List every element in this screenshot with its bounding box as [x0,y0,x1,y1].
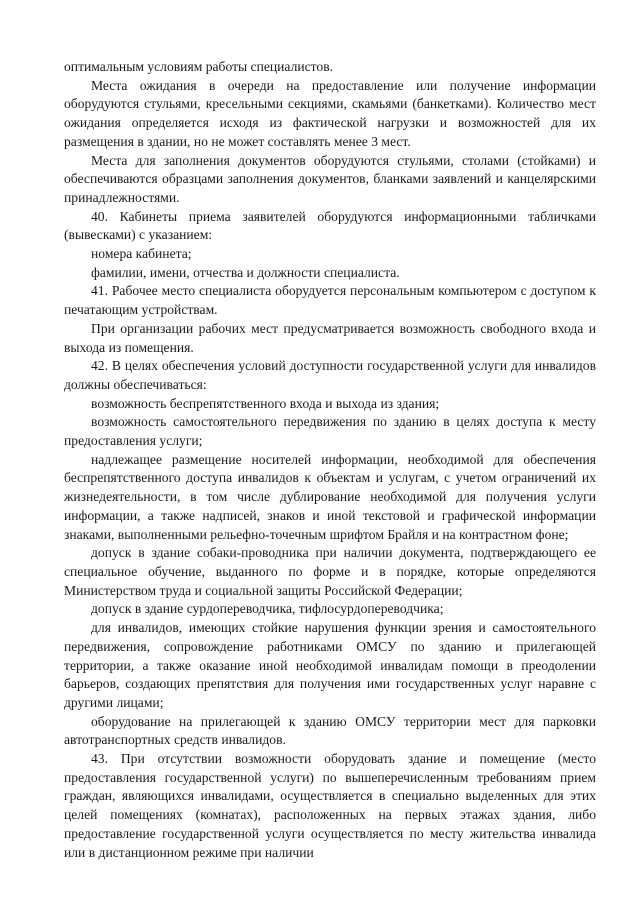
paragraph-5: номера кабинета; [91,246,192,262]
paragraph-1: оптимальным условиям работы специалистов. [64,59,334,74]
paragraph-11: возможность самостоятельного передвижения по зданию в целях доступа к месту предоставления услуги; [64,414,596,449]
paragraph-7: 41. Рабочее место специалиста оборудуется персональным компьютером с доступом к печатающим устройствам. [64,283,596,318]
paragraph-17: 43. При отсутствии возможности оборудовать здание и помещение (место предоставления государственной услуги) по вышеперечисленным требованиям прием граждан, являющихся инвалидами, осуществляется в специально выделенных для этих целей помещениях (комнатах), расположенных на первых этажах здания, либо предоставление государственной услуги осуществляется по месту жительства инвалида или в дистанционном режиме при наличии [64,751,596,860]
paragraph-12: надлежащее размещение носителей информации, необходимой для обеспечения беспрепятственного доступа инвалидов к объектам и услугам, с учетом ограничений их жизнедеятельности, в том числе дублирование необходимой для получения услуги информации, а также надписей, знаков и иной текстовой и графической информации знаками, выполненными рельефно-точечным шрифтом Брайля и на контрастном фоне; [64,451,596,542]
paragraph-4: 40. Кабинеты приема заявителей оборудуются информационными табличками (вывесками) с указанием: [64,208,596,243]
paragraph-6: фамилии, имени, отчества и должности специалиста. [91,264,400,280]
paragraph-16: оборудование на прилегающей к зданию ОМСУ территории мест для парковки автотранспортных средств инвалидов. [64,713,596,748]
paragraph-9: 42. В целях обеспечения условий доступности государственной услуги для инвалидов должны обеспечиваться: [64,358,596,392]
paragraph-15: для инвалидов, имеющих стойкие нарушения функции зрения и самостоятельного передвижения, сопровождение работниками ОМСУ по зданию и прилегающей территории, а также оказание иной необходимой инвалидам помощи в преодолении барьеров, создающих препятствия для получения ими государственных услуг наравне с другими лицами; [64,620,596,710]
paragraph-14: допуск в здание сурдопереводчика, тифлосурдопереводчика; [91,601,444,617]
paragraph-2: Места ожидания в очереди на предоставление или получение информации оборудуются стульями, кресельными секциями, скамьями (банкетками). Количество мест ожидания определяется исходя из фактической нагрузки и возможностей для их размещения в здании, но не может составлять менее 3 мест. [64,77,596,149]
document-page [64,58,596,862]
paragraph-3: Места для заполнения документов оборудуются стульями, столами (стойками) и обеспечиваются образцами заполнения документов, бланками заявлений и канцелярскими принадлежностями. [64,152,596,205]
paragraph-10: возможность беспрепятственного входа и выхода из здания; [91,395,440,411]
paragraph-8: При организации рабочих мест предусматривается возможность свободного входа и выхода из помещения. [64,320,596,355]
paragraph-13: допуск в здание собаки-проводника при наличии документа, подтверждающего ее специальное обучение, выданного по форме и в порядке, которые определяются Министерством труда и социальной защиты Российской Федерации; [64,545,596,598]
